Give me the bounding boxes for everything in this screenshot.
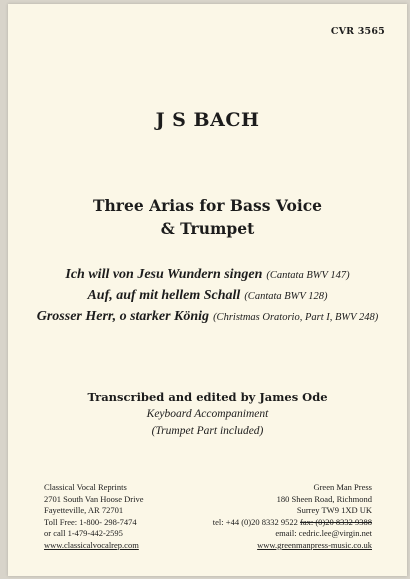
aria-item [30, 264, 385, 285]
editor-credit: Transcribed and edited by James Ode [87, 390, 328, 404]
aria-reference: (Christmas Oratorio, Part I, BWV 248) [213, 312, 379, 323]
aria-item [30, 306, 385, 327]
aria-reference: (Cantata BWV 147) [266, 270, 350, 281]
publisher-website-link[interactable]: www.greenmanpress-music.co.uk [257, 539, 372, 550]
sheet-music-cover [8, 4, 407, 576]
publisher-phone: or call 1-479-442-2595 [44, 528, 123, 539]
publisher-email: email: cedric.lee@virgin.net [275, 528, 372, 539]
publisher-city: Fayetteville, AR 72701 [44, 505, 124, 516]
aria-title: Grosser Herr, o starker König [36, 309, 210, 324]
aria-title: Ich will von Jesu Wundern singen [65, 267, 263, 282]
publisher-phone: tel: +44 (0)20 8332 9522 [212, 516, 298, 527]
publisher-tollfree: Toll Free: 1-800- 298-7474 [44, 516, 137, 527]
composer-name: J S BACH [155, 109, 260, 131]
aria-list [30, 264, 385, 327]
publisher-website-link[interactable]: www.classicalvocalrep.com [44, 539, 139, 550]
catalog-number: CVR 3565 [330, 26, 385, 37]
publisher-name: Green Man Press [313, 482, 372, 492]
trumpet-part-note: (Trumpet Part included) [151, 425, 264, 437]
credits-block [8, 389, 407, 440]
aria-item [30, 285, 385, 306]
publisher-city: Surrey TW9 1XD UK [296, 505, 372, 516]
publisher-address-us [44, 482, 143, 552]
publisher-street: 180 Sheen Road, Richmond [276, 493, 372, 504]
aria-title: Auf, auf mit hellem Schall [87, 288, 241, 303]
publisher-fax-struck: fax: (0)20 8332 9388 [299, 516, 372, 527]
title-line-2: & Trumpet [160, 219, 255, 238]
collection-title [8, 194, 407, 240]
publisher-street: 2701 South Van Hoose Drive [44, 493, 144, 504]
title-line-1: Three Arias for Bass Voice [92, 196, 323, 215]
publisher-address-uk [213, 482, 372, 552]
aria-reference: (Cantata BWV 128) [244, 291, 328, 302]
publisher-contact-line [213, 517, 372, 529]
accompaniment-note: Keyboard Accompaniment [146, 408, 269, 420]
publisher-name: Classical Vocal Reprints [44, 482, 127, 492]
